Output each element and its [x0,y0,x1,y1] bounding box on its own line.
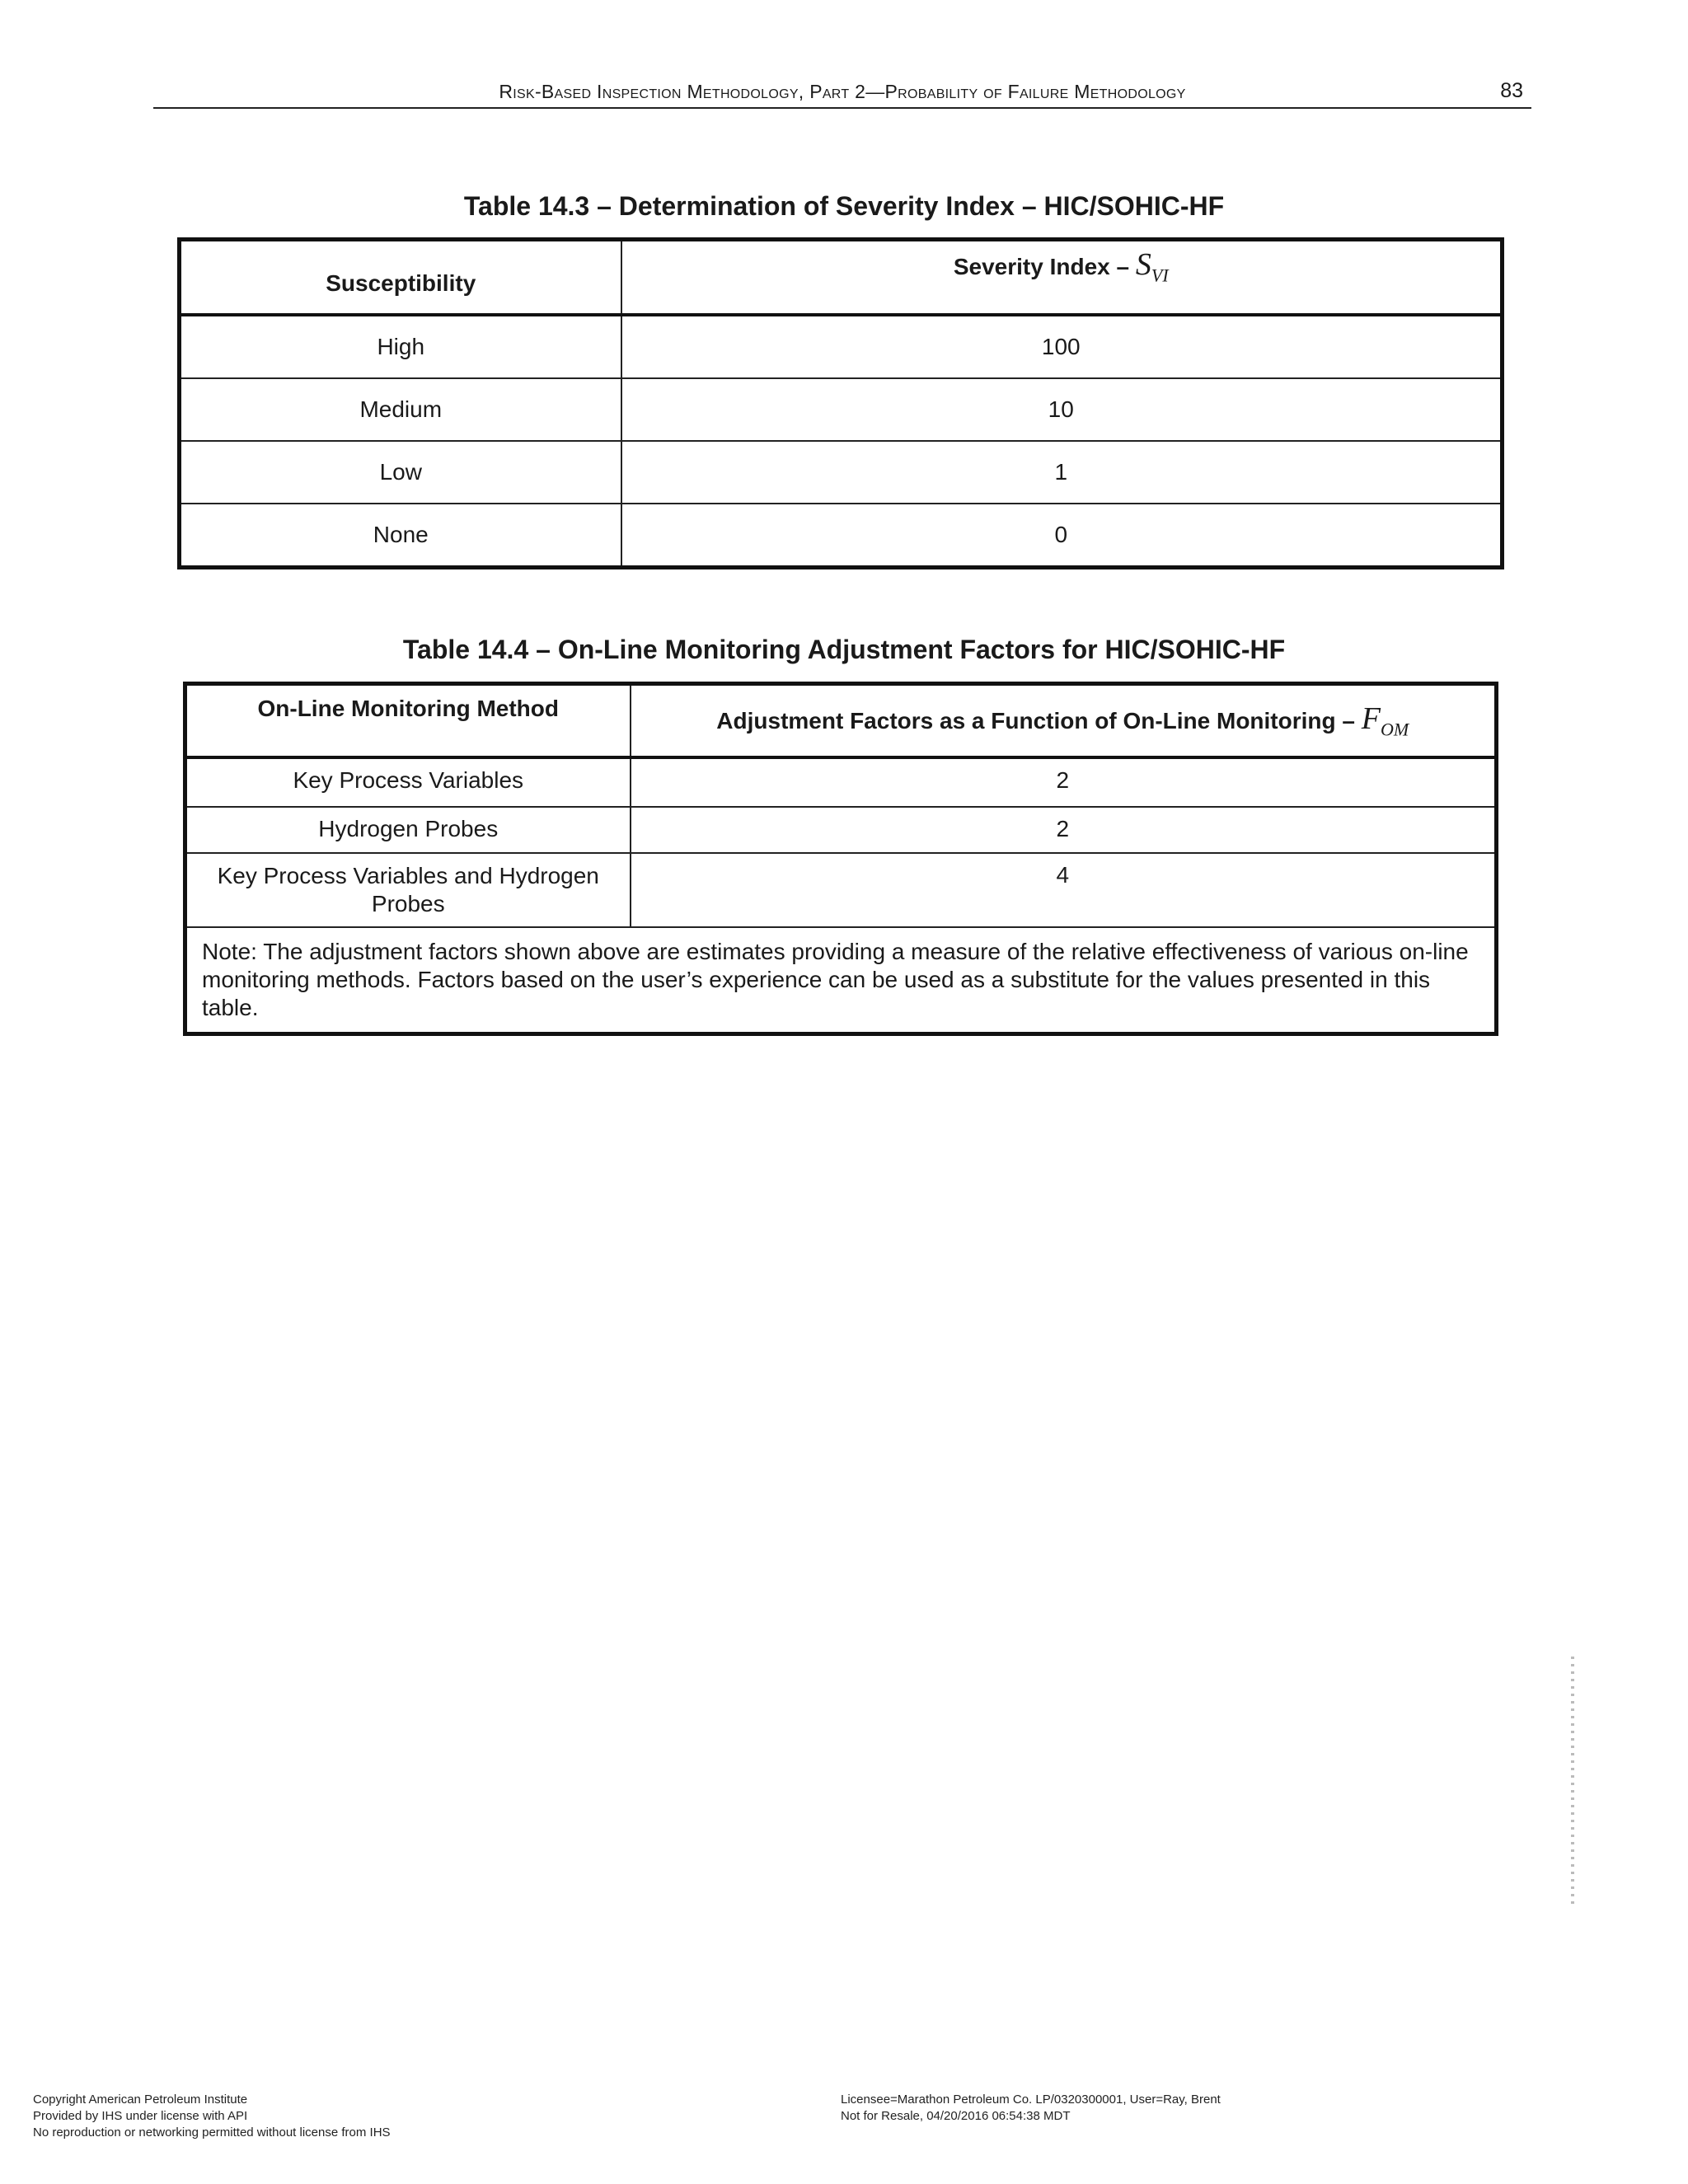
monitoring-method-cell: Hydrogen Probes [185,807,631,853]
table-row [180,441,1503,504]
severity-index-cell: 1 [621,441,1503,504]
table-row [185,757,1497,807]
fom-symbol: $F_{OM}$ [1361,701,1409,740]
susceptibility-cell: Medium [180,378,621,441]
susceptibility-cell: None [180,504,621,568]
severity-index-cell: 10 [621,378,1503,441]
svi-symbol: $S_{VI}$ [1135,247,1169,286]
column-header-adjustment-factors [631,684,1497,758]
footer-line: Licensee=Marathon Petroleum Co. LP/0320300001, User=Ray, Brent [841,2093,1221,2107]
table-row [185,853,1497,927]
table-14-3-caption: Table 14.3 – Determination of Severity Index – HIC/SOHIC-HF [463,191,1225,221]
table-row [180,315,1503,378]
susceptibility-cell: High [180,315,621,378]
severity-index-label: Severity Index – [953,254,1130,279]
adjustment-factors-label: Adjustment Factors as a Function of On-Line Monitoring – [716,708,1355,734]
table-row [180,378,1503,441]
adjustment-factor-cell: 2 [631,807,1497,853]
table-note: Note: The adjustment factors shown above are estimates providing a measure of the relative effectiveness of various on-line monitoring methods. Factors based on the user’s experience can be used as a substitute for the values presented in this table. [185,927,1497,1034]
severity-index-cell: 100 [621,315,1503,378]
monitoring-method-cell: Key Process Variables [185,757,631,807]
footer-copyright [33,2092,391,2141]
monitoring-method-cell: Key Process Variables and Hydrogen Probes [185,853,631,927]
table-14-4-caption: Table 14.4 – On-Line Monitoring Adjustment Factors for HIC/SOHIC-HF [402,635,1286,664]
adjustment-factor-cell: 2 [631,757,1497,807]
table-row [180,504,1503,568]
table-header-row [185,684,1497,758]
column-header-monitoring-method: On-Line Monitoring Method [185,684,631,758]
footer-line: Not for Resale, 04/20/2016 06:54:38 MDT [841,2109,1071,2123]
adjustment-factor-cell: 4 [631,853,1497,927]
table-note-row [185,927,1497,1034]
table-row [185,807,1497,853]
severity-index-cell: 0 [621,504,1503,568]
margin-watermark [1571,1657,1574,1904]
susceptibility-cell: Low [180,441,621,504]
page-header [153,79,1531,109]
footer-line: Provided by IHS under license with API [33,2109,248,2123]
footer-line: Copyright American Petroleum Institute [33,2093,248,2107]
severity-index-table [177,237,1504,569]
footer-license [841,2092,1221,2125]
column-header-susceptibility: Susceptibility [180,240,621,316]
monitoring-adjustment-table [183,682,1498,1036]
table-header-row [180,240,1503,316]
running-title: Risk-Based Inspection Methodology, Part 2—Probability of Failure Methodology [499,81,1186,102]
footer-line: No reproduction or networking permitted without license from IHS [33,2125,391,2139]
column-header-severity-index [621,240,1503,316]
page-number: 83 [1500,79,1523,102]
